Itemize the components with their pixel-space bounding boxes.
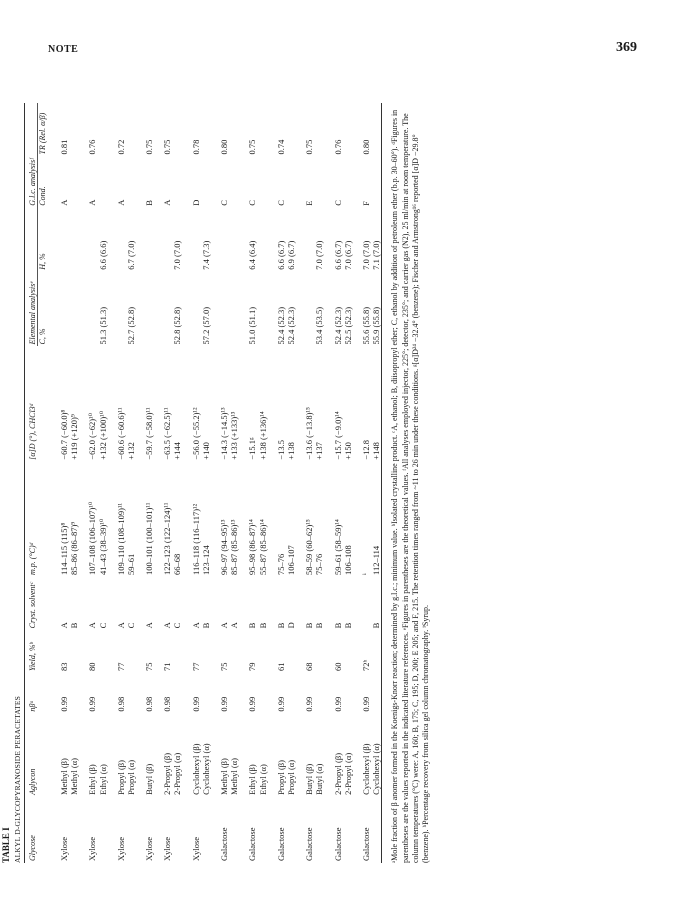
cell-h bbox=[51, 208, 69, 272]
table-row bbox=[325, 103, 343, 863]
page-number: 369 bbox=[616, 40, 637, 55]
cell-rot: −14.3 (−14.5)¹³ bbox=[219, 407, 230, 460]
cell-tr: 0.81 bbox=[58, 139, 69, 155]
cell-n bbox=[98, 673, 108, 714]
cell-glycose: Galactose bbox=[247, 827, 258, 861]
cell-n bbox=[286, 673, 296, 714]
cell-aglycon: Propyl (α) bbox=[125, 759, 136, 795]
cell-c: 51.3 (51.3) bbox=[97, 306, 108, 345]
cell-aglycon: Ethyl (β) bbox=[247, 764, 258, 795]
header-glc: G.l.c. analysisᶠ bbox=[25, 103, 38, 208]
cell-yield bbox=[98, 630, 108, 673]
cell-mp: 41–43 (38–39)¹⁰ bbox=[97, 518, 108, 575]
cell-c bbox=[296, 272, 314, 347]
cell-cond bbox=[286, 156, 296, 207]
table-title: TABLE I bbox=[1, 827, 11, 863]
cell-yield: 77 bbox=[190, 662, 201, 672]
cell-n: 0.99 bbox=[360, 696, 371, 712]
cell-h bbox=[211, 208, 229, 272]
cell-rot: −56.0 (−55.2)¹² bbox=[190, 407, 201, 460]
cell-rot: +140 bbox=[200, 442, 211, 460]
table-row bbox=[353, 103, 371, 863]
running-header: NOTE bbox=[48, 44, 79, 55]
cell-h: 7.1 (7.0) bbox=[371, 240, 382, 270]
cell-cond bbox=[69, 156, 79, 207]
cell-tr: 0.75 bbox=[304, 139, 315, 155]
cell-n bbox=[314, 673, 324, 714]
cell-yield bbox=[314, 630, 324, 673]
table-row bbox=[172, 103, 182, 863]
cell-mp: 122–123 (122–124)¹¹ bbox=[162, 502, 173, 575]
cell-yield: 77 bbox=[115, 662, 126, 672]
cell-mp: 75–76 bbox=[314, 553, 325, 575]
cell-mp: 100–101 (100–101)¹¹ bbox=[144, 502, 155, 575]
cell-aglycon: Propyl (β) bbox=[275, 760, 286, 795]
cell-glycose: Galactose bbox=[360, 827, 371, 861]
cell-solvent: B bbox=[247, 622, 258, 629]
cell-h: 6.9 (6.7) bbox=[285, 240, 296, 270]
cell-aglycon: 2-Propyl (β) bbox=[162, 752, 173, 795]
cell-glycose bbox=[258, 797, 268, 863]
cell-solvent: C bbox=[125, 622, 136, 629]
header-tr: TR (Rel. α/β) bbox=[38, 112, 48, 155]
cell-c: 52.4 (52.3) bbox=[285, 306, 296, 345]
cell-mp: 107–108 (106–107)¹⁰ bbox=[87, 501, 98, 575]
cell-mp: 106–107 bbox=[285, 545, 296, 575]
cell-tr: 0.72 bbox=[115, 139, 126, 155]
cell-rot: −62.0 (−62)¹⁰ bbox=[87, 413, 98, 460]
cell-glycose: Galactose bbox=[275, 827, 286, 861]
cell-yield: 75 bbox=[144, 662, 155, 672]
cell-tr bbox=[98, 103, 108, 156]
table-row bbox=[258, 103, 268, 863]
cell-rot: +138 bbox=[285, 442, 296, 460]
cell-rot: +138 (+136)¹⁴ bbox=[257, 411, 268, 460]
cell-h: 7.0 (6.7) bbox=[342, 240, 353, 270]
cell-solvent: A bbox=[58, 622, 69, 629]
cell-yield bbox=[229, 630, 239, 673]
cell-h bbox=[183, 208, 201, 272]
cell-yield bbox=[286, 630, 296, 673]
cell-n: 0.98 bbox=[144, 696, 155, 712]
cell-aglycon: Cyclohexyl (β) bbox=[190, 743, 201, 795]
header-elemental: Elemental analysisᵉ bbox=[25, 208, 38, 347]
cell-tr bbox=[229, 103, 239, 156]
cell-yield: 83 bbox=[58, 662, 69, 672]
cell-solvent: B bbox=[314, 622, 325, 629]
cell-cond bbox=[229, 156, 239, 207]
table-row bbox=[98, 103, 108, 863]
cell-glycose bbox=[371, 797, 381, 863]
cell-mp: 106–108 bbox=[342, 545, 353, 575]
cell-h: 6.6 (6.6) bbox=[97, 240, 108, 270]
cell-c: 57.2 (57.0) bbox=[200, 306, 211, 345]
cell-yield bbox=[343, 630, 353, 673]
cell-tr: 0.76 bbox=[87, 139, 98, 155]
cell-cond: C bbox=[332, 200, 343, 206]
cell-n: 0.99 bbox=[332, 696, 343, 712]
cell-mp: 112–114 bbox=[371, 545, 382, 575]
cell-h: 7.4 (7.3) bbox=[200, 240, 211, 270]
cell-rot: +148 bbox=[371, 442, 382, 460]
cell-tr: 0.80 bbox=[360, 139, 371, 155]
cell-rot: −63.5 (−62.5)¹¹ bbox=[162, 407, 173, 460]
cell-rot: −60.6 (−60.6)¹¹ bbox=[115, 407, 126, 460]
cell-tr bbox=[258, 103, 268, 156]
cell-solvent: A bbox=[162, 622, 173, 629]
cell-n: 0.99 bbox=[304, 696, 315, 712]
cell-cond: B bbox=[144, 200, 155, 206]
cell-yield: 72ʰ bbox=[360, 659, 371, 672]
header-c: C, % bbox=[38, 328, 48, 345]
cell-solvent: A bbox=[229, 622, 240, 629]
cell-cond bbox=[98, 156, 108, 207]
cell-mp: 85–87 (85–86)¹³ bbox=[229, 519, 240, 575]
cell-tr bbox=[314, 103, 324, 156]
cell-tr bbox=[172, 103, 182, 156]
cell-n: 0.99 bbox=[190, 696, 201, 712]
cell-c bbox=[258, 272, 268, 347]
table-subtitle: ALKYL D-GLYCOPYRANOSIDE PERACETATES bbox=[12, 695, 22, 863]
header-solvent: Cryst. solventᶜ bbox=[27, 582, 37, 629]
cell-cond bbox=[314, 156, 324, 207]
cell-solvent: B bbox=[69, 622, 80, 629]
cell-mp: 95–98 (86–87)¹⁴ bbox=[247, 519, 258, 575]
cell-solvent: A bbox=[219, 622, 230, 629]
cell-yield: 79 bbox=[247, 662, 258, 672]
cell-cond: C bbox=[247, 200, 258, 206]
table-row bbox=[211, 103, 229, 863]
cell-aglycon: Propyl (α) bbox=[285, 759, 296, 795]
cell-n: 0.99 bbox=[87, 696, 98, 712]
cell-tr: 0.75 bbox=[247, 139, 258, 155]
cell-n bbox=[371, 673, 381, 714]
cell-rot: −59.7 (−58.0)¹¹ bbox=[144, 407, 155, 460]
cell-tr: 0.74 bbox=[275, 139, 286, 155]
cell-mp: 85–86 (86–87)⁹ bbox=[69, 521, 80, 575]
cell-solvent: B bbox=[342, 622, 353, 629]
cell-mp: 114–115 (115)⁸ bbox=[58, 522, 69, 575]
cell-solvent: B bbox=[304, 622, 315, 629]
cell-glycose bbox=[98, 797, 108, 863]
cell-glycose: Xylose bbox=[87, 836, 98, 861]
cell-cond: A bbox=[58, 199, 69, 206]
cell-mp: 96–97 (94–95)¹³ bbox=[219, 519, 230, 575]
cell-mp: 109–110 (108–109)¹¹ bbox=[115, 502, 126, 575]
cell-aglycon: Butyl (β) bbox=[304, 763, 315, 795]
header-mp: m.p. (°C)ᵈ bbox=[27, 542, 37, 575]
cell-tr: 0.75 bbox=[162, 139, 173, 155]
header-glycose: Glycose bbox=[27, 835, 37, 861]
header-h: H, % bbox=[38, 253, 48, 270]
cell-mp: 55–87 (85–86)¹⁴ bbox=[257, 519, 268, 575]
cell-n bbox=[172, 673, 182, 714]
cell-glycose bbox=[69, 797, 79, 863]
cell-n: 0.98 bbox=[115, 696, 126, 712]
cell-c bbox=[211, 272, 229, 347]
table-row bbox=[296, 103, 314, 863]
cell-cond: E bbox=[304, 200, 315, 206]
table-footnote: ᵃMole fraction of β anomer formed in the Koenigs-Knorr reaction; determined by g.l.c.; minimum value. ᵇIsolated crystalline product. ᶜA, ethanol; B, diisopropyl ether; C, ethanol by addition of petroleum ether (b.p. 30–60°). ᵈFigures in parentheses are the values reported in the indicated literature references. ᵉFigures in parentheses are the theoretical values. ᶠAll analyses employed injector, 225°; detector, 235°; and carrier gas (N2), 25 ml/min at room temperature. The column temperatures (°C) were: A, 160; B, 175; C, 195; D, 200; E 205; and F, 215. The retention times ranged from ~11 to 26 min under these conditions. ᵍ[α]D²⁴ −32.4° (benzene); Fischer and Armstrong¹⁶ reported [α]D −29.8° (benzene). ʰPercentage recovery from silica gel column chromatography. ⁱSyrup. bbox=[390, 109, 431, 863]
header-rotation: [α]D (°), CHCl3ᵈ bbox=[27, 403, 37, 460]
table-row bbox=[343, 103, 353, 863]
cell-n: 0.99 bbox=[275, 696, 286, 712]
table-row bbox=[51, 103, 69, 863]
cell-c bbox=[154, 272, 172, 347]
cell-c bbox=[51, 272, 69, 347]
cell-tr: 0.80 bbox=[219, 139, 230, 155]
cell-solvent: C bbox=[97, 622, 108, 629]
cell-glycose bbox=[172, 797, 182, 863]
cell-aglycon: Methyl (β) bbox=[58, 758, 69, 795]
cell-c bbox=[183, 272, 201, 347]
cell-rot: +150 bbox=[342, 442, 353, 460]
cell-cond bbox=[258, 156, 268, 207]
cell-cond bbox=[343, 156, 353, 207]
table-row bbox=[108, 103, 126, 863]
table-row bbox=[286, 103, 296, 863]
cell-solvent bbox=[353, 577, 371, 630]
cell-c: 52.8 (52.8) bbox=[172, 306, 183, 345]
cell-rot: −13.6 (−13.8)¹⁵ bbox=[304, 407, 315, 460]
table-row bbox=[154, 103, 172, 863]
cell-c: 52.4 (52.3) bbox=[275, 306, 286, 345]
cell-solvent: A bbox=[144, 622, 155, 629]
cell-h bbox=[108, 208, 126, 272]
cell-n: 0.99 bbox=[247, 696, 258, 712]
cell-h bbox=[79, 208, 97, 272]
table-row bbox=[201, 103, 211, 863]
cell-aglycon: Cyclohexyl (α) bbox=[200, 743, 211, 795]
rotated-table-block bbox=[1, 103, 541, 863]
cell-solvent: A bbox=[115, 622, 126, 629]
cell-solvent: B bbox=[371, 622, 382, 629]
cell-c bbox=[79, 272, 97, 347]
cell-n bbox=[229, 673, 239, 714]
cell-tr: 0.78 bbox=[190, 139, 201, 155]
header-yield: Yield, %ᵇ bbox=[27, 642, 37, 672]
cell-aglycon: Methyl (β) bbox=[219, 758, 230, 795]
cell-glycose bbox=[343, 797, 353, 863]
cell-aglycon: Cyclohexyl (β) bbox=[360, 743, 371, 795]
cell-h: 6.4 (6.4) bbox=[247, 240, 258, 270]
cell-glycose: Xylose bbox=[162, 836, 173, 861]
cell-glycose bbox=[286, 797, 296, 863]
cell-cond: F bbox=[360, 200, 371, 206]
cell-c bbox=[108, 272, 126, 347]
cell-yield bbox=[126, 630, 136, 673]
cell-solvent: B bbox=[200, 622, 211, 629]
cell-mp: 66–68 bbox=[172, 553, 183, 575]
cell-yield: 75 bbox=[219, 662, 230, 672]
cell-tr bbox=[201, 103, 211, 156]
cell-c bbox=[136, 272, 154, 347]
cell-glycose bbox=[229, 797, 239, 863]
cell-rot: +144 bbox=[172, 442, 183, 460]
cell-solvent: B bbox=[332, 622, 343, 629]
cell-mp: 59–61 bbox=[125, 553, 136, 575]
cell-cond bbox=[126, 156, 136, 207]
cell-cond: C bbox=[275, 200, 286, 206]
cell-aglycon: Ethyl (α) bbox=[97, 764, 108, 795]
table-row bbox=[183, 103, 201, 863]
cell-n bbox=[201, 673, 211, 714]
cell-h bbox=[296, 208, 314, 272]
cell-cond bbox=[371, 156, 381, 207]
cell-mp: 59–61 (58–59)¹⁴ bbox=[332, 519, 343, 575]
cell-glycose: Galactose bbox=[219, 827, 230, 861]
cell-h bbox=[136, 208, 154, 272]
header-aglycon: Aglycon bbox=[27, 768, 37, 795]
cell-rot: −60.7 (−60.0)⁸ bbox=[58, 409, 69, 460]
cell-mp: 58–59 (60–62)¹⁵ bbox=[304, 519, 315, 575]
cell-yield: 71 bbox=[162, 662, 173, 672]
cell-glycose: Xylose bbox=[144, 836, 155, 861]
cell-mp: ⁱ bbox=[360, 573, 371, 575]
cell-aglycon: Ethyl (β) bbox=[87, 764, 98, 795]
cell-glycose: Xylose bbox=[190, 836, 201, 861]
cell-n: 0.99 bbox=[58, 696, 69, 712]
cell-tr bbox=[126, 103, 136, 156]
cell-rot: +133 (+133)¹³ bbox=[229, 411, 240, 460]
cell-tr bbox=[286, 103, 296, 156]
cell-solvent: B bbox=[275, 622, 286, 629]
cell-solvent: A bbox=[190, 622, 201, 629]
cell-c: 52.4 (52.3) bbox=[332, 306, 343, 345]
cell-h bbox=[258, 208, 268, 272]
cell-aglycon: 2-Propyl (α) bbox=[342, 752, 353, 795]
cell-aglycon: Propyl (β) bbox=[115, 760, 126, 795]
cell-yield: 61 bbox=[275, 662, 286, 672]
cell-mp: 75–76 bbox=[275, 553, 286, 575]
cell-rot: −13.5 bbox=[275, 440, 286, 460]
cell-rot: +137 bbox=[314, 442, 325, 460]
cell-n bbox=[258, 673, 268, 714]
cell-h: 7.0 (7.0) bbox=[314, 240, 325, 270]
cell-aglycon: 2-Propyl (α) bbox=[172, 752, 183, 795]
cell-c: 52.7 (52.8) bbox=[125, 306, 136, 345]
cell-h: 6.6 (6.7) bbox=[332, 240, 343, 270]
cell-yield bbox=[201, 630, 211, 673]
cell-h bbox=[154, 208, 172, 272]
cell-rot: −15.7 (−9.0)¹⁴ bbox=[332, 411, 343, 460]
cell-rot: −15.1ᵍ bbox=[247, 437, 258, 460]
cell-glycose: Galactose bbox=[304, 827, 315, 861]
cell-yield bbox=[371, 630, 381, 673]
cell-yield: 60 bbox=[332, 662, 343, 672]
table-row bbox=[268, 103, 286, 863]
data-table bbox=[25, 103, 382, 863]
cell-tr bbox=[69, 103, 79, 156]
cell-mp: 116–118 (116–117)¹² bbox=[190, 503, 201, 575]
cell-c bbox=[229, 272, 239, 347]
cell-n bbox=[343, 673, 353, 714]
cell-aglycon: Cyclohexyl (α) bbox=[371, 743, 382, 795]
cell-c bbox=[69, 272, 79, 347]
cell-c: 52.5 (52.3) bbox=[342, 306, 353, 345]
cell-rot: +132 (+100)¹⁰ bbox=[97, 410, 108, 460]
cell-aglycon: Butyl (β) bbox=[144, 763, 155, 795]
cell-h: 7.0 (7.0) bbox=[360, 240, 371, 270]
cell-h: 6.6 (6.7) bbox=[275, 240, 286, 270]
cell-tr bbox=[343, 103, 353, 156]
cell-yield: 80 bbox=[87, 662, 98, 672]
cell-c: 55.9 (55.8) bbox=[371, 306, 382, 345]
cell-aglycon: Methyl (α) bbox=[69, 758, 80, 795]
cell-tr bbox=[371, 103, 381, 156]
cell-c: 51.0 (51.1) bbox=[247, 306, 258, 345]
cell-glycose bbox=[201, 797, 211, 863]
table-row bbox=[79, 103, 97, 863]
cell-tr: 0.76 bbox=[332, 139, 343, 155]
cell-n bbox=[69, 673, 79, 714]
cell-c: 53.4 (53.5) bbox=[314, 306, 325, 345]
cell-cond: C bbox=[219, 200, 230, 206]
cell-solvent: A bbox=[87, 622, 98, 629]
bottom-rule bbox=[381, 103, 382, 863]
cell-cond: A bbox=[115, 199, 126, 206]
cell-h bbox=[229, 208, 239, 272]
cell-rot: +119 (+120)⁹ bbox=[69, 414, 80, 460]
cell-aglycon: Methyl (α) bbox=[229, 758, 240, 795]
header-n: nβᵃ bbox=[27, 700, 37, 712]
cell-solvent: C bbox=[172, 622, 183, 629]
cell-glycose: Xylose bbox=[115, 836, 126, 861]
table-row bbox=[229, 103, 239, 863]
cell-glycose: Xylose bbox=[58, 836, 69, 861]
cell-h bbox=[69, 208, 79, 272]
table-row bbox=[371, 103, 381, 863]
cell-rot: −12.8 bbox=[360, 440, 371, 460]
table-row bbox=[69, 103, 79, 863]
cell-solvent: D bbox=[285, 622, 296, 629]
cell-aglycon: 2-Propyl (β) bbox=[332, 752, 343, 795]
cell-glycose bbox=[314, 797, 324, 863]
cell-yield bbox=[69, 630, 79, 673]
cell-aglycon: Butyl (α) bbox=[314, 763, 325, 795]
cell-n: 0.98 bbox=[162, 696, 173, 712]
cell-mp: 123–124 bbox=[200, 545, 211, 575]
table-row bbox=[314, 103, 324, 863]
cell-cond: D bbox=[190, 199, 201, 206]
cell-glycose: Galactose bbox=[332, 827, 343, 861]
cell-cond bbox=[172, 156, 182, 207]
cell-n bbox=[126, 673, 136, 714]
cell-tr: 0.75 bbox=[144, 139, 155, 155]
table-row bbox=[239, 103, 257, 863]
cell-c: 55.6 (55.8) bbox=[360, 306, 371, 345]
cell-cond: A bbox=[162, 199, 173, 206]
cell-n: 0.99 bbox=[219, 696, 230, 712]
cell-cond: A bbox=[87, 199, 98, 206]
table-row bbox=[136, 103, 154, 863]
cell-yield bbox=[258, 630, 268, 673]
cell-solvent: B bbox=[257, 622, 268, 629]
cell-yield bbox=[172, 630, 182, 673]
cell-aglycon: Ethyl (α) bbox=[257, 764, 268, 795]
cell-yield: 68 bbox=[304, 662, 315, 672]
cell-rot: +132 bbox=[125, 442, 136, 460]
cell-cond bbox=[201, 156, 211, 207]
cell-h: 6.7 (7.0) bbox=[125, 240, 136, 270]
header-cond: Cond. bbox=[38, 186, 48, 206]
cell-glycose bbox=[126, 797, 136, 863]
table-row bbox=[126, 103, 136, 863]
cell-h: 7.0 (7.0) bbox=[172, 240, 183, 270]
